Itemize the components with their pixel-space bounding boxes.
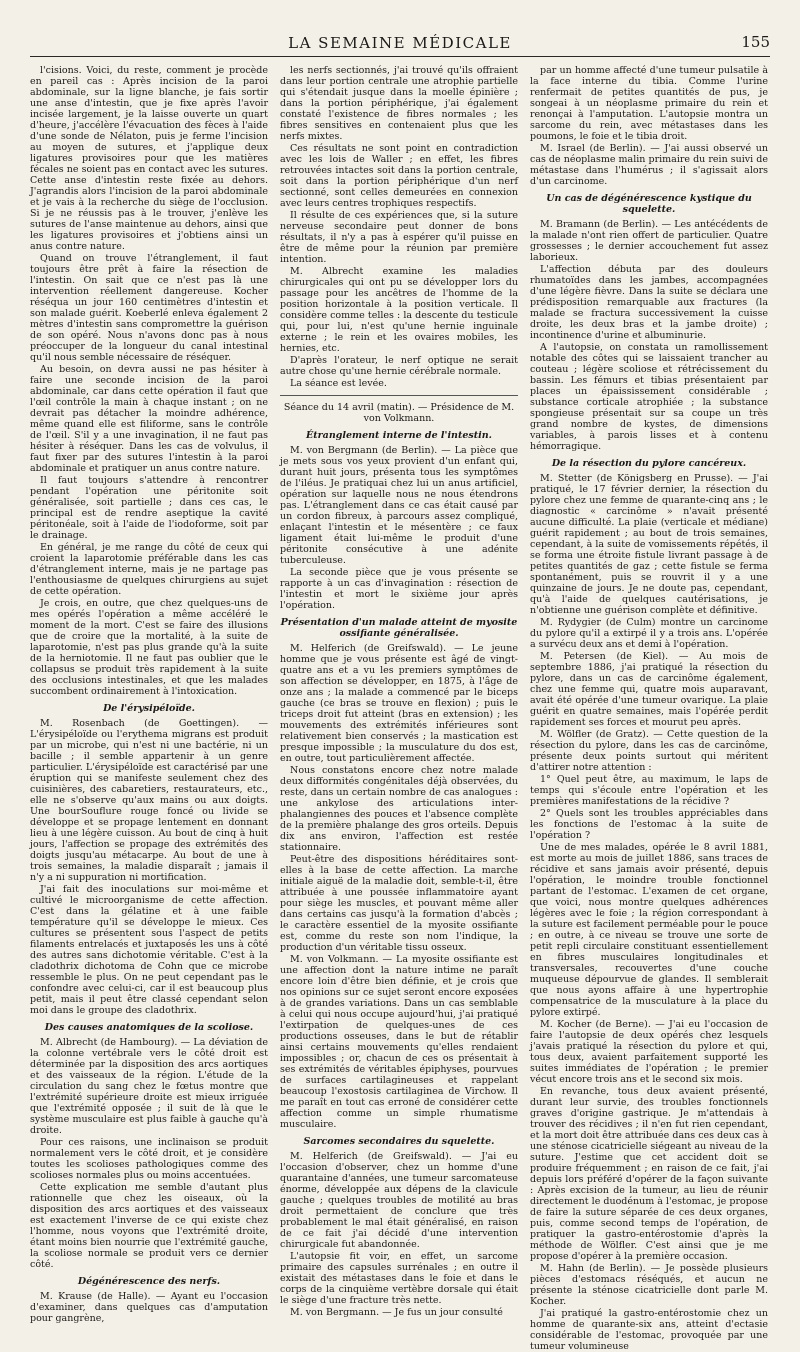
- column-2: [280, 65, 518, 1318]
- paragraph: par un homme affecté d'une tumeur pulsatile à la face interne du tibia. Comme l'urine renfermait de petites quantités de pus, je songeai à un néoplasme primaire du rein et renonçai à l'amputation. L'autopsie montra un sarcome du rein, avec métastases dans les poumons, le foie et le tibia droit.: [530, 65, 768, 142]
- paragraph: M. Wölfler (de Gratz). — Cette question de la résection du pylore, dans les cas de carcinôme, présente deux points surtout qui méritent d'attirer notre attention :: [530, 729, 768, 773]
- paragraph: les nerfs sectionnés, j'ai trouvé qu'ils offraient dans leur portion centrale une atrophie partielle qui s'étendait jusque dans la moelle épinière ; dans la portion périphérique, j'ai également constaté l'existence de fibres normales ; les fibres sensitives en contenaient plus que les nerfs mixtes.: [280, 65, 518, 142]
- paragraph: La séance est levée.: [290, 378, 387, 389]
- session-heading: Séance du 14 avril (matin). — Présidence de M. von Volkmann.: [280, 395, 518, 424]
- paragraph: A l'autopsie, on constata un ramollissement notable des côtes qui se laissaient trancher au couteau ; légère scoliose et rétrécissement du bassin. Les fémurs et tibias présentaient par places un épaississement considérable ; substance corticale atrophiée ; la substance spongieuse présentait sur sa coupe un très grand nombre de kystes, de dimensions variables, à parois lisses et à contenu hémorragique.: [530, 342, 768, 452]
- paragraph: Au besoin, on devra aussi ne pas hésiter à faire une seconde incision de la paroi abdominale, car dans cette opération il faut que l'œil contrôle la main à chaque instant ; on ne devrait pas détacher la moindre adhérence, même quand elle est filiforme, sans le contrôle de l'œil. S'il y a une invagination, il ne faut pas hésiter à réséquer. Dans les cas de volvulus, il faut fixer par des sutures l'intestin à la paroi abdominale et pratiquer un anus contre nature.: [30, 364, 268, 474]
- paragraph: Ces résultats ne sont point en contradiction avec les lois de Waller ; en effet, les fibres retrouvées intactes soit dans la portion centrale, soit dans la portion périphérique d'un nerf sectionné, sont celles demeurées en connexion avec leurs centres trophiques respectifs.: [280, 143, 518, 209]
- paragraph: M. Kocher (de Berne). — J'ai eu l'occasion de faire l'autopsie de deux opérés chez lesquels j'avais pratiqué la résection du pylore et qui, tous deux, avaient parfaitement supporté les suites immédiates de l'opération ; le premier vécut encore trois ans et le second six mois.: [530, 1019, 768, 1085]
- section-heading: Dégénérescence des nerfs.: [77, 1276, 221, 1287]
- paragraph: Il résulte de ces expériences que, si la suture nerveuse secondaire peut donner de bons résultats, il n'y a pas à espérer qu'il puisse en être de même pour la réunion par première intention.: [280, 210, 518, 265]
- paragraph: M. Stetter (de Königsberg en Prusse). — J'ai pratiqué, le 17 février dernier, la résection du pylore chez une femme de quarante-cinq ans ; le diagnostic « carcinôme » n'avait présenté aucune difficulté. La plaie (verticale et médiane) guérit rapidement ; au bout de trois semaines, cependant, à la suite de vomissements répétés, il se forma une étroite fistule livrant passage à de petites quantités de gaz ; cette fistule se ferma spontanément, puis se rouvrit il y a une quinzaine de jours. Je ne doute pas, cependant, qu'à l'aide de quelques cautérisations, je n'obtienne une guérison complète et définitive.: [530, 473, 768, 616]
- paragraph: Quand on trouve l'étranglement, il faut toujours être prêt à faire la résection de l'intestin. On sait que ce n'est pas là une intervention réellement dangereuse. Kocher réséqua un jour 160 centimètres d'intestin et son malade guérit. Koeberlé enleva également 2 mètres d'intestin sans compromettre la guérison de son opéré. Nous n'avons donc pas à nous préoccuper de la longueur du canal intestinal qu'il nous semble nécessaire de réséquer.: [30, 253, 268, 363]
- paragraph: 1° Quel peut être, au maximum, le laps de temps qui s'écoule entre l'opération et les premières manifestations de la récidive ?: [530, 774, 768, 807]
- section-heading: De la résection du pylore cancéreux.: [551, 458, 747, 469]
- section-heading: Des causes anatomiques de la scoliose.: [44, 1022, 254, 1033]
- paragraph: M. Krause (de Halle). — Ayant eu l'occasion d'examiner, dans quelques cas d'amputation pour gangrène,: [30, 1291, 268, 1324]
- paragraph: l'cisions. Voici, du reste, comment je procède en pareil cas : Après incision de la paroi abdominale, sur la ligne blanche, je fais sortir une anse d'intestin, que je fixe après l'avoir incisée largement, je la laisse ouverte un quart d'heure, j'accélère l'évacuation des fèces à l'aide d'une sonde de Nélaton, puis je ferme l'incision au moyen de sutures, et j'applique deux ligatures provisoires pour que les matières fécales ne soient pas en contact avec les sutures. Cette anse d'intestin reste fixée au dehors. J'agrandis alors l'incision de la paroi abdominale et je vais à la recherche du siège de l'occlusion. Si je ne réussis pas à le trouver, j'enlève les sutures de l'anse maintenue au dehors, ainsi que les ligatures provisoires et j'obtiens ainsi un anus contre nature.: [30, 65, 268, 252]
- paragraph: Une de mes malades, opérée le 8 avril 1881, est morte au mois de juillet 1886, sans traces de récidive et sans jamais avoir présenté, depuis l'opération, le moindre trouble fonctionnel partant de l'estomac. L'examen de cet organe, que voici, nous montre quelques adhérences légères avec le foie ; la région correspondant à la suture est facilement perméable pour le pouce ; en outre, à ce niveau se trouve une sorte de petit repli circulaire constituant essentiellement en fibres musculaires longitudinales et transversales, recouvertes d'une couche muqueuse dépourvue de glandes. Il semblerait que nous ayons affaire à une hypertrophie compensatrice de la musculature à la place du pylore extirpé.: [530, 842, 768, 1018]
- paragraph: En général, je me range du côté de ceux qui croient la laparotomie préférable dans les cas d'étranglement interne, mais je ne partage pas l'enthousiasme de quelques chirurgiens au sujet de cette opération.: [30, 542, 268, 597]
- paragraph: D'après l'orateur, le nerf optique ne serait autre chose qu'une hernie cérébrale normale.: [280, 355, 518, 377]
- section-heading: Un cas de dégénérescence kystique du squelette.: [546, 193, 752, 215]
- paragraph: M. Helferich (de Greifswald). — Le jeune homme que je vous présente est âgé de vingt-quatre ans et a vu les premiers symptômes de son affection se développer, en 1875, à l'âge de onze ans ; la malade a commencé par le biceps gauche (ce bras se trouve en flexion) ; puis le triceps droit fut atteint (bras en extension) ; les mouvements des extrémités inférieures sont relativement bien conservés ; la mastication est presque impossible ; la musculature du dos est, en outre, tout particulièrement affectée.: [280, 643, 518, 764]
- column-1: [30, 65, 268, 1324]
- paragraph: J'ai pratiqué la gastro-entérostomie chez un homme de quarante-six ans, atteint d'ectasie considérable de l'estomac, provoquée par une tumeur volumineuse: [530, 1308, 768, 1352]
- paragraph: M. Albrecht (de Hambourg). — La déviation de la colonne vertébrale vers le côté droit est déterminée par la disposition des arcs aortiques et des vaisseaux de la région. L'étude de la circulation du sang chez le fœtus montre que l'extrémité supérieure droite est mieux irriguée que l'extrémité opposée ; il suit de là que le système musculaire est plus faible à gauche qu'à droite.: [30, 1037, 268, 1136]
- paragraph: Cette explication me semble d'autant plus rationnelle que chez les oiseaux, où la disposition des arcs aortiques et des vaisseaux est exactement l'inverse de ce qui existe chez l'homme, nous voyons que l'extrémité droite, étant moins bien nourrie que l'extrémité gauche, la scoliose normale se produit vers ce dernier côté.: [30, 1182, 268, 1270]
- paragraph: M. Petersen (de Kiel). — Au mois de septembre 1886, j'ai pratiqué la résection du pylore, dans un cas de carcinôme également, chez une femme qui, quatre mois auparavant, avait été opérée d'une tumeur ovarique. La plaie guérit en quatre semaines, mais l'opérée perdit rapidement ses forces et mourut peu après.: [530, 651, 768, 728]
- paragraph: M. Rydygier (de Culm) montre un carcinome du pylore qu'il a extirpé il y a trois ans. L'opérée a survécu deux ans et demi à l'opération.: [530, 617, 768, 650]
- section-heading: De l'érysipéloïde.: [103, 703, 195, 714]
- column-3: [530, 65, 768, 1352]
- running-head: [30, 30, 770, 57]
- paragraph: M. Israel (de Berlin). — J'ai aussi observé un cas de néoplasme malin primaire du rein suivi de métastase dans l'humérus ; il s'agissait alors d'un carcinome.: [530, 143, 768, 187]
- paragraph: M. Rosenbach (de Goettingen). — L'érysipéloïde ou l'erythema migrans est produit par un microbe, qui n'est ni une bactérie, ni un bacille ; il semble appartenir à un genre particulier. L'érysipéloïde est caractérisé par une éruption qui se manifeste seulement chez des cuisinières, des cabaretiers, restaurateurs, etc., elle ne s'observe qu'aux mains ou aux doigts. Une bourSouflure rouge foncé ou livide se développe et se propage lentement en donnant lieu à une légère cuisson. Au bout de cinq à huit jours, l'affection se propage des extrémités des doigts jusqu'au métacarpe. Au bout de une à trois semaines, la maladie disparaît ; jamais il n'y a ni suppuration ni mortification.: [30, 718, 268, 883]
- paragraph: M. Helferich (de Greifswald). — J'ai eu l'occasion d'observer, chez un homme d'une quarantaine d'années, une tumeur sarcomateuse énorme, développée aux dépens de la clavicule gauche ; quelques troubles de motilité au bras droit permettaient de conclure que très probablement le mal était généralisé, en raison de ce fait j'ai décidé d'une intervention chirurgicale fut abandonnée.: [280, 1151, 518, 1250]
- section-heading: Étranglement interne de l'intestin.: [306, 430, 492, 441]
- paragraph: J'ai fait des inoculations sur moi-même et cultivé le microorganisme de cette affection. C'est dans la gélatine et à une faible température qu'il se développe le mieux. Ces cultures se présentent sous l'aspect de petits filaments entrelacés et juxtaposés les uns à côté des autres sans dichotomie véritable. C'est à la cladothrix dichotoma de Cohn que ce microbe ressemble le plus. On ne peut cependant pas le confondre avec celui-ci, car il est beaucoup plus petit, mais il peut être classé cependant selon moi dans le groupe des cladothrix.: [30, 884, 268, 1016]
- paragraph: Je crois, en outre, que chez quelques-uns de mes opérés l'opération a même accéléré le moment de la mort. C'est se faire des illusions que de croire que la mortalité, à la suite de laparotomie, n'est pas plus grande qu'à la suite de la herniotomie. Il ne faut pas oublier que le collapsus se produit très rapidement à la suite des occlusions intestinales, et que les malades succombent ordinairement à l'intoxication.: [30, 598, 268, 697]
- paragraph: M. von Volkmann. — La myosite ossifiante est une affection dont la nature intime ne paraît encore loin d'être bien définie, et je crois que nos opinions sur ce sujet seront encore exposées à de grandes variations. Dans un cas semblable à celui qui nous occupe aujourd'hui, j'ai pratiqué l'extirpation de quelques-unes de ces productions osseuses, dans le but de rétablir ainsi certains mouvements qu'elles rendaient impossibles ; or, chacun de ces os présentait à ses extrémités de véritables épiphyses, pourvues de surfaces cartilagineuses et rappelant beaucoup l'exostosis cartilaginea de Virchow. Il me paraît en tout cas erroné de considérer cette affection comme un simple rhumatisme musculaire.: [280, 954, 518, 1130]
- paragraph: M. Albrecht examine les maladies chirurgicales qui ont pu se développer lors du passage pour les ancêtres de l'homme de la position horizontale à la position verticale. Il considère comme telles : la descente du testicule qui, pour lui, n'est qu'une hernie inguinale externe ; le rein et les ovaires mobiles, les hernies, etc.: [280, 266, 518, 354]
- section-heading: Sarcomes secondaires du squelette.: [303, 1136, 495, 1147]
- paragraph: M. Hahn (de Berlin). — Je possède plusieurs pièces d'estomacs réséqués, et aucun ne présente la sténose cicatricielle dont parle M. Kocher.: [530, 1263, 768, 1307]
- paragraph: Pour ces raisons, une inclinaison se produit normalement vers le côté droit, et je considère toutes les scolioses pathologiques comme des scolioses normales plus ou moins accentuées.: [30, 1137, 268, 1181]
- paragraph: En revanche, tous deux avaient présenté, durant leur survie, des troubles fonctionnels graves d'origine gastrique. Je m'attendais à trouver des récidives ; il n'en fut rien cependant, et la mort doit être attribuée dans ces deux cas à une sténose cicatricielle siégeant au niveau de la suture. J'estime que cet accident doit se produire fréquemment ; en raison de ce fait, j'ai depuis lors préféré d'opérer de la façon suivante : Après excision de la tumeur, au lieu de réunir directement le duodénum à l'estomac, je propose de faire la suture séparée de ces deux organes, puis, comme second temps de l'opération, de pratiquer la gastro-entérostomie d'après la méthode de Wölfler. C'est ainsi que je me propose d'opérer à la première occasion.: [530, 1086, 768, 1262]
- paragraph: Nous constatons encore chez notre malade deux difformités congénitales déjà observées, du reste, dans un certain nombre de cas analogues : une ankylose des articulations inter-phalangiennes des pouces et l'absence complète de la première phalange des gros orteils. Depuis dix ans environ, l'affection est restée stationnaire.: [280, 765, 518, 853]
- paragraph: Il faut toujours s'attendre à rencontrer pendant l'opération une péritonite soit généralisée, soit partielle ; dans ces cas, le principal est de rendre aseptique la cavité péritonéale, soit à l'aide de l'iodoforme, soit par le drainage.: [30, 475, 268, 541]
- columns: [30, 65, 770, 1352]
- paragraph: M. von Bergmann. — Je fus un jour consulté: [290, 1307, 503, 1318]
- paragraph: L'affection débuta par des douleurs rhumatoïdes dans les jambes, accompagnées d'une légère fièvre. Dans la suite se déclara une prédisposition remarquable aux fractures (la malade se fractura successivement la cuisse droite, les deux bras et la jambe droite) ; incontinence d'urine et albuminurie.: [530, 264, 768, 341]
- paragraph: Peut-être des dispositions héréditaires sont-elles à la base de cette affection. La marche initiale aiguë de la maladie doit, semble-t-il, être attribuée à une poussée inflammatoire ayant pour siège les muscles, et pouvant même aller dans certains cas jusqu'à la formation d'abcès ; le caractère essentiel de la myosite ossifiante est, comme du reste son nom l'indique, la production d'un véritable tissu osseux.: [280, 854, 518, 953]
- page-number: 155: [741, 33, 770, 51]
- section-heading: Présentation d'un malade atteint de myosite ossifiante généralisée.: [280, 617, 518, 639]
- paragraph: 2° Quels sont les troubles appréciables dans les fonctions de l'estomac à la suite de l'opération ?: [530, 808, 768, 841]
- paragraph: L'autopsie fit voir, en effet, un sarcome primaire des capsules surrénales ; en outre il existait des métastases dans le foie et dans le corps de la cinquième vertèbre dorsale qui était le siège d'une fracture très nette.: [280, 1251, 518, 1306]
- paragraph: La seconde pièce que je vous présente se rapporte à un cas d'invagination : résection de l'intestin et mort le sixième jour après l'opération.: [280, 567, 518, 611]
- paragraph: M. von Bergmann (de Berlin). — La pièce que je mets sous vos yeux provient d'un enfant qui, durant huit jours, présenta tous les symptômes de l'iléus. Je pratiquai chez lui un anus artificiel, opération sur laquelle nous ne nous étendrons pas. L'étranglement dans ce cas était causé par un cordon fibreux, à parcours assez compliqué, enlaçant l'intestin et le mésentère ; ce faux ligament était lui-même le produit d'une péritonite consécutive à une adénite tuberculeuse.: [280, 445, 518, 566]
- journal-title: LA SEMAINE MÉDICALE: [288, 34, 512, 52]
- paragraph: M. Bramann (de Berlin). — Les antécédents de la malade n'ont rien offert de particulier. Quatre grossesses ; le dernier accouchement fut assez laborieux.: [530, 219, 768, 263]
